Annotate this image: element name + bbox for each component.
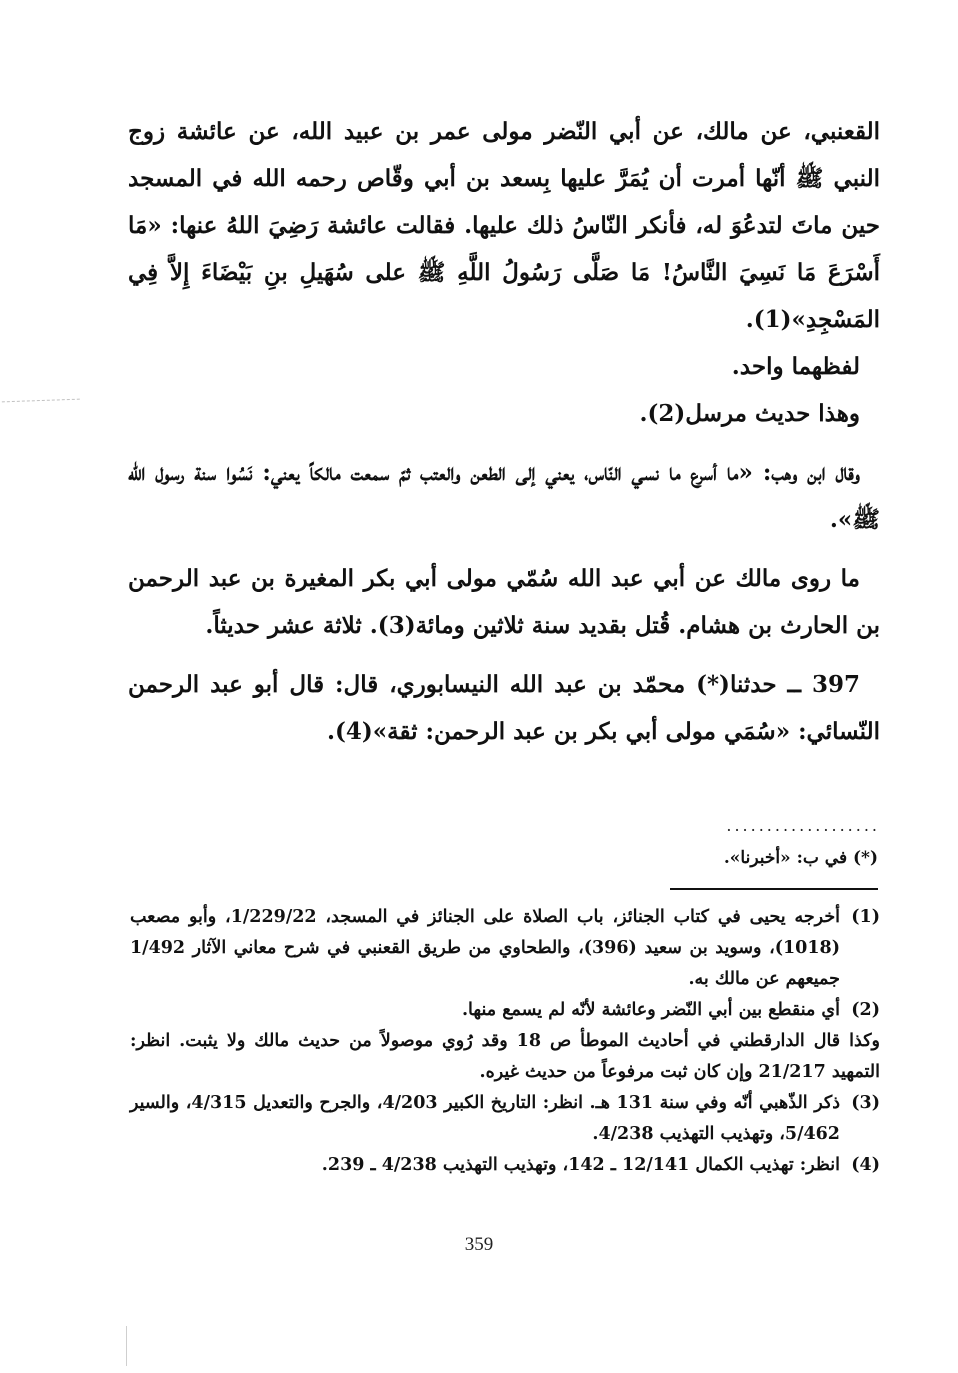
main-text [128,108,880,755]
footnote-text: ذكر الذّهبي أنّه وفي سنة 131 هـ. انظر: التاريخ الكبير 4/203، والجرح والتعديل 4/315، والسير 5/462، وتهذيب التهذيب 4/238. [130,1093,841,1144]
footnote-number: (3) [851,1093,880,1113]
hadith-397: 397 ــ حدثنا(*) محمّد بن عبد الله النيسابوري، قال: قال أبو عبد الرحمن النّسائي: «سُمَي مولى أبي بكر بن عبد الرحمن: ثقة»(4). [128,671,880,745]
scan-artifact [126,1326,127,1366]
footnote-4 [130,1150,880,1181]
paragraph: وقال ابن وهب: «ما أسرع ما نسي النّاس، يعني إلى الطعن والعتب ثمّ سمعت مالكاً يعني: نَسُوا سنة رسول الله ﷺ». [128,459,880,533]
variant-note: (*) في ب: «أخبرنا». [723,848,878,868]
paragraph: القعنبي، عن مالك، عن أبي النّضر مولى عمر بن عبيد الله، عن عائشة زوج النبي ﷺ أنّها أمرت أن يُمَرَّ عليها بِسعد بن أبي وقّاص رحمه الله في المسجد حين ماتَ لتدعُوَ له، فأنكر النّاسُ ذلك عليها. فقالت عائشة رَضِيَ اللهُ عنها: «مَا أَسْرَعَ مَا نَسِيَ النَّاسُ! مَا صَلَّى رَسُولُ اللَّهِ ﷺ على سُهَيلِ بنِ بَيْضَاءَ إِلاَّ فِي المَسْجِدِ»(1). [128,118,880,333]
footnote-rule [670,888,878,890]
paragraph: لفظهما واحد. [731,353,860,380]
page-number: 359 [464,1234,494,1255]
footnote-text: أي منقطع بين أبي النّضر وعائشة لأنّه لم يسمع منها. [461,1000,840,1020]
footnote-number: (4) [851,1155,880,1175]
footnote-1 [130,902,880,995]
footnote-number: (1) [851,907,880,927]
paragraph: ما روى مالك عن أبي عبد الله سُمّي مولى أبي بكر المغيرة بن عبد الرحمن بن الحارث بن هشام. قُتل بقديد سنة ثلاثين ومائة(3). ثلاثة عشر حديثاً. [128,565,880,639]
footnote-text: وكذا قال الدارقطني في أحاديث الموطأ ص 18 وقد رُوي موصولاً من حديث مالك ولا يثبت. انظر: التمهيد 21/217 وإن كان ثبت مرفوعاً من حديث غيره. [130,1031,880,1082]
footnote-text: انظر: تهذيب الكمال 12/141 ـ 142، وتهذيب التهذيب 4/238 ـ 239. [321,1155,840,1175]
paragraph: وهذا حديث مرسل(2). [639,400,860,427]
footnote-number: (2) [851,1000,880,1020]
scan-artifact [2,399,80,413]
separator-dots: ................... [726,816,880,835]
footnotes [130,902,880,1181]
footnote-3 [130,1088,880,1150]
footnote-2 [130,995,880,1088]
footnote-text: أخرجه يحيى في كتاب الجنائز، باب الصلاة على الجنائز في المسجد، 1/229/22، وأبو مصعب (1018)، وسويد بن سعيد (396)، والطحاوي من طريق القعنبي في شرح معاني الآثار 1/492 جميعهم عن مالك به. [130,907,841,989]
